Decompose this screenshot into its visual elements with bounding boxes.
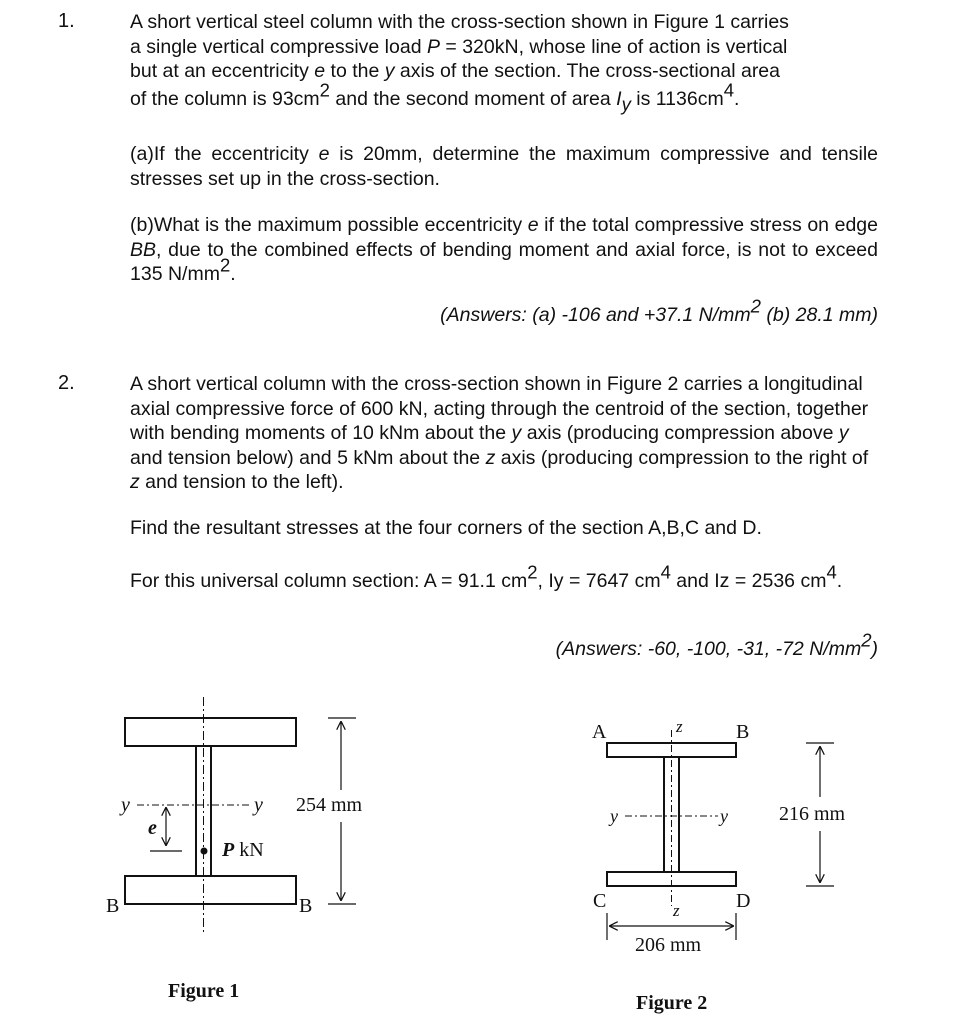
figure-1-caption: Figure 1 [168,980,240,1002]
fig2-corner-A-label: A [592,721,607,743]
q1-line-4: of the column is $93cm^2$ and the second moment of area $I_y$ is $1136cm^4$. [130,79,740,115]
question-2-number: 2. [58,372,75,394]
q1-line-2: a single vertical compressive load P = 320kN, whose line of action is vertical [130,35,788,58]
fig1-height-dimension: 254 mm [296,794,363,816]
q1-line-1: A short vertical steel column with the cross-section shown in Figure 1 carries [130,11,789,33]
question-2-section-properties: For this universal column section: A = 91.1 $cm^2$, Iy = 7647 $cm^4$ and Iz = 2536 $cm^4$. [130,561,843,592]
fig2-width-dimension: 206 mm [635,934,702,956]
figure-2 [607,730,834,940]
fig1-load-label: P kN [222,839,264,861]
fig1-bottom-flange [125,876,296,904]
fig2-height-dimension: 216 mm [779,803,846,825]
question-2-task: Find the resultant stresses at the four corners of the section A,B,C and D. [130,517,762,539]
fig2-corner-C-label: C [593,890,607,912]
figure-1 [125,697,356,935]
question-1-answers: (Answers: (a) -106 and +37.1 $N/mm^2$ (b) 28.1 mm) [440,295,878,326]
fig2-y-left-label: y [610,806,618,826]
question-2-statement: A short vertical column with the cross-section shown in Figure 2 carries a longitudinal axial compressive force of 600 kN, acting through the centroid of the section, together with bending moments of 10 kNm about the y axis (producing compression above y and tension below) and 5 kNm about the z axis (producing compression to the right of z and tension to the left). [130,373,869,493]
fig1-y-left-label: y [121,794,130,816]
figure-2-caption: Figure 2 [636,992,708,1014]
fig1-B-left-label: B [106,895,120,917]
fig2-z-top-label: z [676,717,683,736]
question-2-answers: (Answers: -60, -100, -31, -72 $N/mm^2$) [555,629,878,660]
fig1-y-right-label: y [254,794,263,816]
fig1-top-flange [125,718,296,746]
fig1-e-label: e [148,817,157,839]
fig1-load-point [201,848,208,855]
question-1-part-b: (b)What is the maximum possible eccentricity e if the total compressive stress on edge BB, due to the combined effects of bending moment and axial force, is not to exceed 135 $N/mm^2$. [130,214,878,285]
fig1-B-right-label: B [299,895,313,917]
question-1-part-a: (a)If the eccentricity e is 20mm, determine the maximum compressive and tensile stresses set up in the cross-section. [130,143,878,190]
fig2-z-bottom-label: z [673,901,680,920]
fig2-y-right-label: y [720,806,728,826]
question-1-number: 1. [58,10,75,32]
fig2-corner-D-label: D [736,890,751,912]
fig2-corner-B-label: B [736,721,750,743]
q1-line-3: but at an eccentricity e to the y axis of the section. The cross-sectional area [130,60,780,82]
